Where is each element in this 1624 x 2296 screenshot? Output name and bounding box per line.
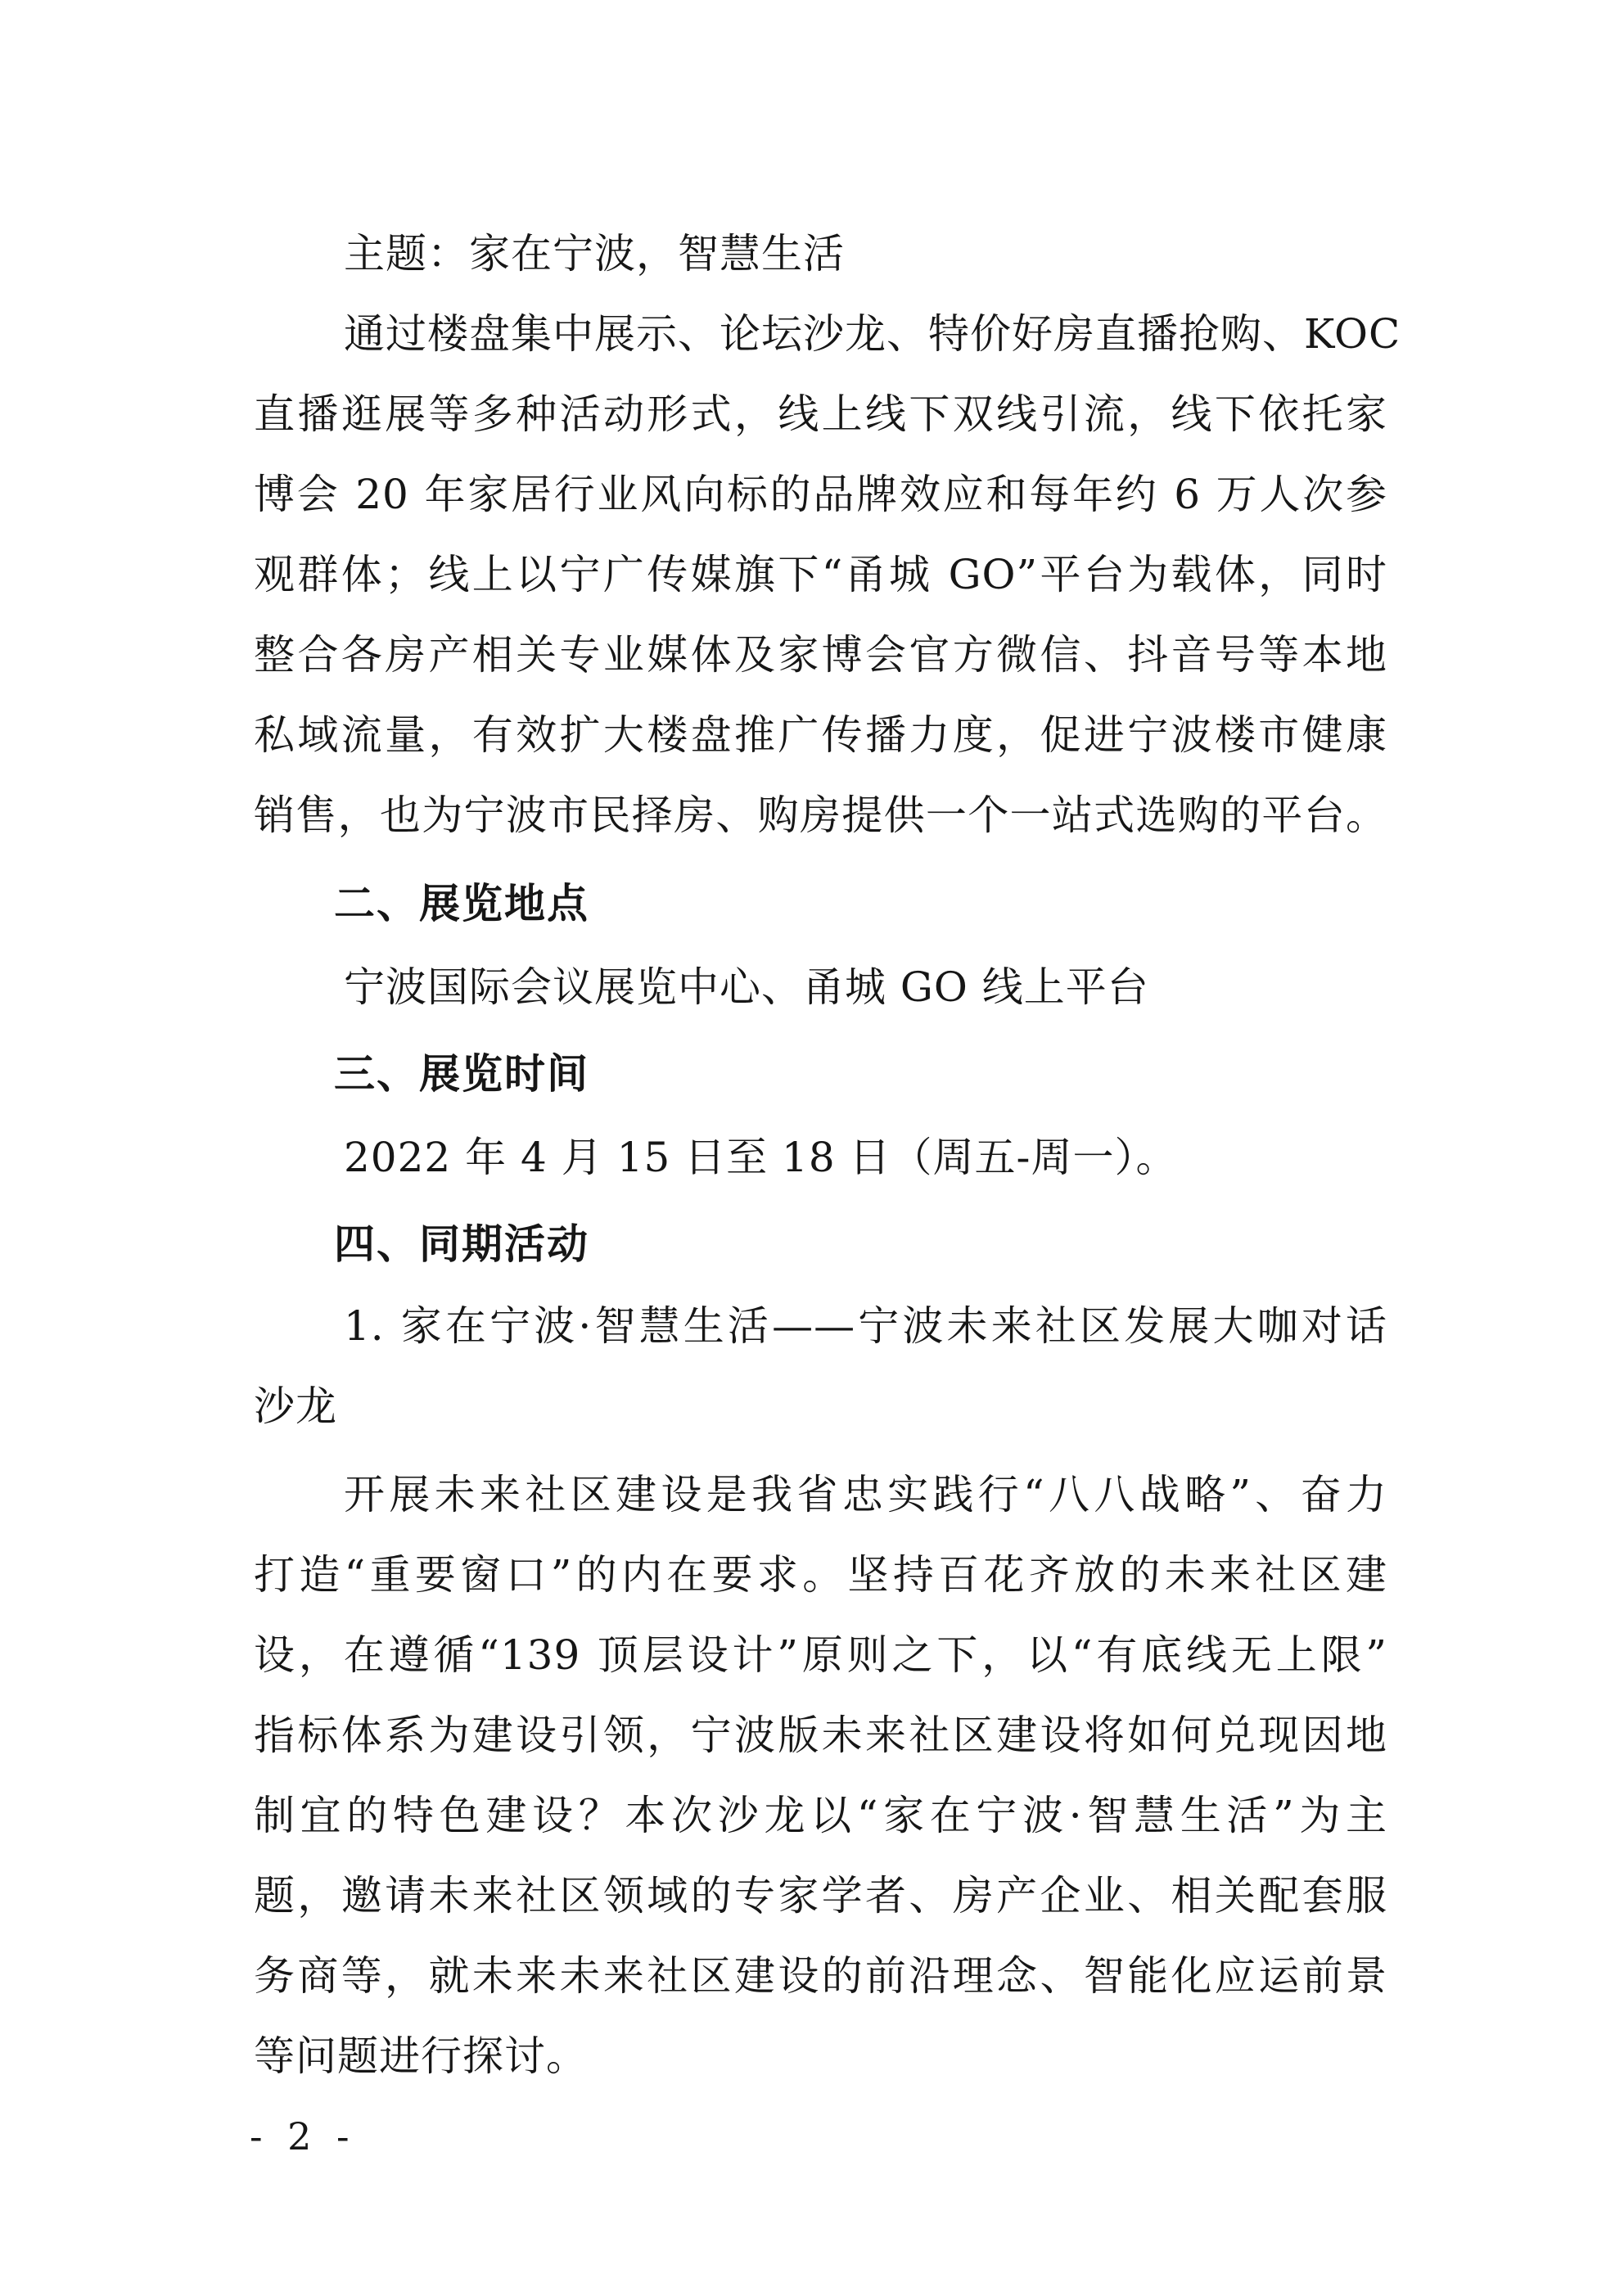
activity-line-1: 开展未来社区建设是我省忠实践行“八八战略”、奋力 [344, 1471, 1387, 1518]
activity-line-4: 指标体系为建设引领，宁波版未来社区建设将如何兑现因地 [254, 1712, 1387, 1759]
activity-line-3: 设，在遵循“139 顶层设计”原则之下，以“有底线无上限” [254, 1631, 1387, 1679]
intro-line-5: 整合各房产相关专业媒体及家博会官方微信、抖音号等本地 [254, 631, 1387, 679]
activity-line-7: 务商等，就未来未来社区建设的前沿理念、智能化应运前景 [254, 1952, 1387, 2000]
location-text: 宁波国际会议展览中心、甬城 GO 线上平台 [344, 963, 1149, 1011]
activity-title-line-1: 1. 家在宁波·智慧生活——宁波未来社区发展大咖对话 [344, 1302, 1387, 1350]
intro-line-6: 私域流量，有效扩大楼盘推广传播力度，促进宁波楼市健康 [254, 711, 1387, 759]
time-heading: 三、展览时间 [334, 1050, 589, 1098]
intro-line-2: 直播逛展等多种活动形式，线上线下双线引流，线下依托家 [254, 390, 1387, 438]
activity-line-5: 制宜的特色建设？本次沙龙以“家在宁波·智慧生活”为主 [254, 1792, 1387, 1839]
intro-line-3: 博会 20 年家居行业风向标的品牌效应和每年约 6 万人次参 [254, 471, 1387, 518]
intro-line-4: 观群体；线上以宁广传媒旗下“甬城 GO”平台为载体，同时 [254, 551, 1387, 598]
intro-line-1: 通过楼盘集中展示、论坛沙龙、特价好房直播抢购、KOC [344, 310, 1401, 358]
activity-title-line-2: 沙龙 [254, 1383, 337, 1430]
page-number: - 2 - [250, 2114, 356, 2158]
time-text: 2022 年 4 月 15 日至 18 日（周五-周一）。 [344, 1134, 1178, 1181]
activities-heading: 四、同期活动 [334, 1220, 589, 1268]
theme-line: 主题：家在宁波，智慧生活 [344, 230, 845, 277]
activity-line-6: 题，邀请未来社区领域的专家学者、房产企业、相关配套服 [254, 1872, 1387, 1919]
location-heading: 二、展览地点 [334, 880, 589, 927]
intro-line-7: 销售，也为宁波市民择房、购房提供一个一站式选购的平台。 [254, 792, 1387, 839]
activity-line-8: 等问题进行探讨。 [254, 2032, 588, 2080]
activity-line-2: 打造“重要窗口”的内在要求。坚持百花齐放的未来社区建 [254, 1551, 1387, 1599]
